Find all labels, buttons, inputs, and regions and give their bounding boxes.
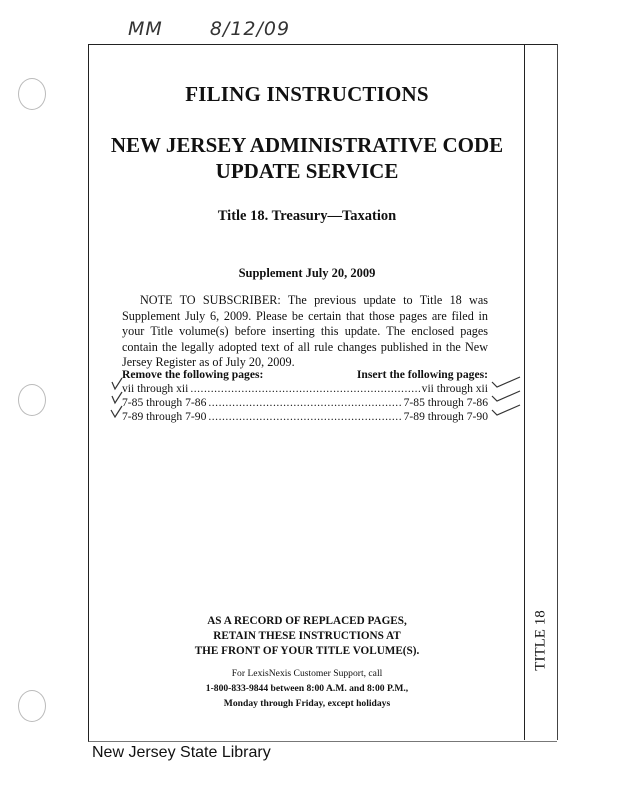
insert-pages: 7-89 through 7-90: [403, 410, 488, 423]
insert-pages: vii through xii: [421, 382, 488, 395]
punch-hole-bottom: [18, 690, 46, 722]
remove-pages: 7-85 through 7-86: [122, 396, 207, 409]
remove-header: Remove the following pages:: [122, 368, 264, 381]
checkmark-left-icon: [110, 376, 124, 418]
page-row: [122, 382, 488, 396]
checkmark-right-icon: [490, 374, 524, 416]
insert-header: Insert the following pages:: [356, 368, 488, 381]
document-subtitle: [100, 132, 514, 184]
record-line-1: AS A RECORD OF REPLACED PAGES,: [207, 615, 407, 627]
page-row: [122, 410, 488, 424]
handwritten-date: 8/12/09: [209, 18, 291, 40]
record-line-2: RETAIN THESE INSTRUCTIONS AT: [213, 630, 401, 642]
support-line-2: 1-800-833-9844 between 8:00 A.M. and 8:00 P.M.,: [205, 683, 409, 694]
page-row: [122, 396, 488, 410]
support-line-3: Monday through Friday, except holidays: [223, 698, 391, 709]
handwritten-annotation: [128, 18, 290, 40]
remove-pages: vii through xii: [122, 382, 189, 395]
side-tab-label: [528, 610, 554, 670]
customer-support: [100, 666, 514, 711]
remove-pages: 7-89 through 7-90: [122, 410, 207, 423]
record-line-3: THE FRONT OF YOUR TITLE VOLUME(S).: [194, 645, 420, 657]
record-notice: [100, 614, 514, 659]
side-tab-text: TITLE 18: [532, 609, 549, 671]
insert-pages: 7-85 through 7-86: [403, 396, 488, 409]
punch-hole-middle: [18, 384, 46, 416]
note-text: NOTE TO SUBSCRIBER: The previous update to Title 18 was Supplement July 6, 2009. Please be certain that those pages are filed in your Title volume(s) before inserting this update. The enclosed pages contain the legally adopted text of all rule changes published in the New Jersey Register as of July 20, 2009.: [122, 293, 488, 369]
subtitle-line-2: UPDATE SERVICE: [215, 159, 399, 183]
document-title: FILING INSTRUCTIONS: [185, 82, 429, 106]
pages-table: [122, 368, 488, 424]
note-to-subscriber: [122, 293, 488, 371]
subtitle-line-1: NEW JERSEY ADMINISTRATIVE CODE: [110, 133, 504, 157]
supplement-date: Supplement July 20, 2009: [238, 266, 376, 280]
leader-dots: [208, 396, 401, 410]
support-line-1: For LexisNexis Customer Support, call: [231, 668, 383, 679]
handwritten-initials: MM: [128, 18, 163, 40]
title-number: Title 18. Treasury—Taxation: [217, 208, 397, 224]
leader-dots: [190, 382, 419, 396]
punch-hole-top: [18, 78, 46, 110]
pages-header: [122, 368, 488, 382]
leader-dots: [208, 410, 401, 424]
library-stamp: New Jersey State Library: [92, 744, 271, 761]
